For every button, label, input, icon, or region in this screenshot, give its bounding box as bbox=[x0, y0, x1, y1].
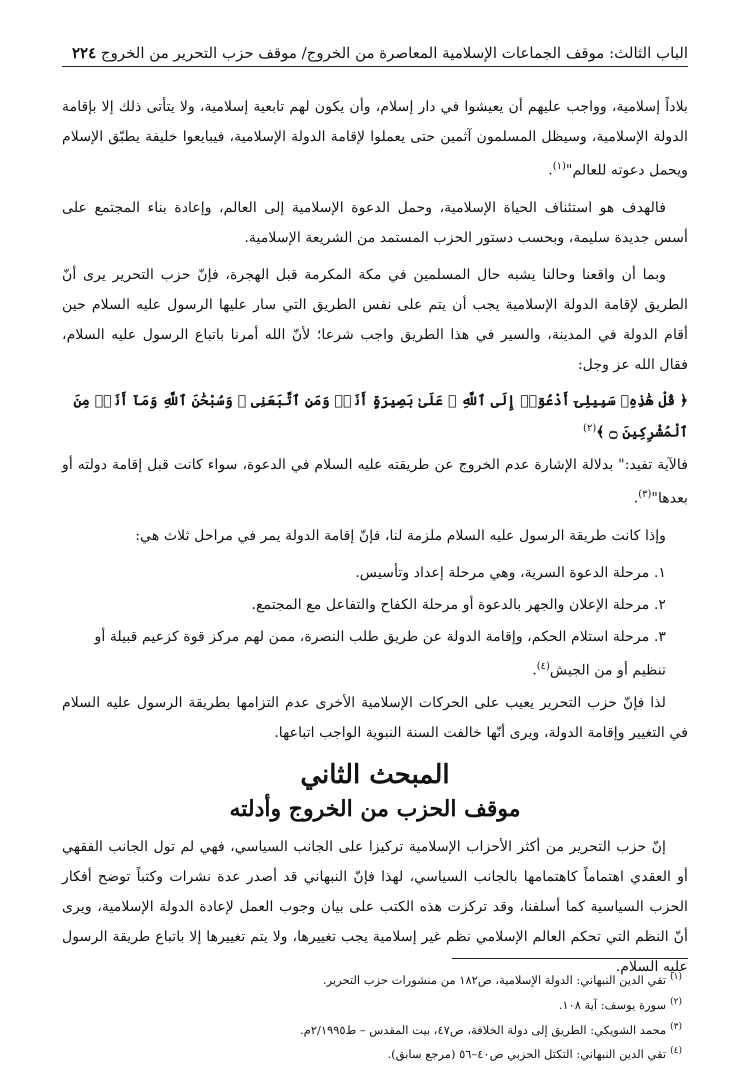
stage-text: ٣. مرحلة استلام الحكم، وإقامة الدولة عن طريق طلب النصرة، ممن لهم مركز قوة كزعيم قبيلة أو تنظيم أو من الجيش bbox=[94, 629, 666, 679]
running-header bbox=[62, 44, 688, 67]
page-number: ٢٢٤ bbox=[72, 44, 97, 62]
paragraph-continuation: بلاداً إسلامية، وواجب عليهم أن يعيشوا في دار إسلام، وأن يكون لهم تابعية إسلامية، ولا يتأتى ذلك إلا بإقامة الدولة الإسلامية، وسيظل المسلمون آثمين حتى يعملوا لإقامة الدولة الإسلامية، فيبايعوا خليفة يطبّق الإسلام ويحمل دعوته للعالم"$^{(١)}$. bbox=[62, 99, 688, 179]
stages-list bbox=[62, 558, 688, 686]
paragraph-method: وبما أن واقعنا وحالنا يشبه حال المسلمين في مكة المكرمة قبل الهجرة، فإنّ حزب التحرير يرى أنّ الطريق لإقامة الدولة الإسلامية يجب أن يتم على نفس الطريق التي سار عليها الرسول عليه السلام حين أقام الدولة في المدينة، والسير في هذا الطريق واجب شرعا؛ لأنّ الله أمرنا باتباع الرسول عليه السلام، فقال الله عز وجل: bbox=[62, 266, 688, 373]
paragraph-position: إنّ حزب التحرير من أكثر الأحزاب الإسلامية تركيزا على الجانب السياسي، فهي لم تول الجانب الفقهي أو العقدي اهتماماً كاهتمامها بالجانب السياسي، لهذا فإنّ النبهاني قد أصدر عدة نشرات وكتباً توضح أفكار الحزب السياسية كما أسلفنا، وقد تركزت هذه الكتب على بيان وجوب العمل لإعادة الدولة الإسلامية، ويرى أنّ النظم التي تحكم العالم الإسلامي نظم غير إسلامية يجب تغييرها، ولا يتم تغييرها إلا باتباع طريقة الرسول عليه السلام. bbox=[62, 838, 688, 975]
footnote-ref-3[interactable]: (٣) bbox=[638, 489, 652, 501]
footnote-text: سورة يوسف: آية ١٠٨. bbox=[558, 997, 667, 1012]
footnote-number: (١) bbox=[670, 972, 682, 982]
paragraph-criticism: لذا فإنّ حزب التحرير يعيب على الحركات الإسلامية الأخرى عدم التزامها بطريقة الرسول عليه السلام في التغيير وإقامة الدولة، ويرى أنّها خالفت السنة النبوية الواجب اتباعها. bbox=[62, 694, 688, 741]
section-subtitle: موقف الحزب من الخروج وأدلته bbox=[229, 795, 521, 822]
footnote-ref-1[interactable]: (١) bbox=[552, 161, 566, 172]
verse-text: ﴿ قُلْ هَٰذِهِۦ سَبِيلِىٓ أَدْعُوٓا۟ إِلَى ٱللَّهِ ۚ عَلَىٰ بَصِيرَةٍ أَنَا۠ وَمَنِ ٱتَّبَعَنِى ۖ وَسُبْحَٰنَ ٱللَّهِ وَمَآ أَنَا۠ مِنَ ٱلْمُشْرِكِينَ ۝ ﴾ bbox=[73, 392, 688, 441]
paragraph-stages-intro: وإذا كانت طريقة الرسول عليه السلام ملزمة لنا، فإنّ إقامة الدولة يمر في مراحل ثلاث هي: bbox=[135, 528, 666, 545]
paragraph-text: بلاداً إسلامية، وواجب عليهم أن يعيشوا في دار إسلام، وأن يكون لهم تابعية إسلامية، ولا يتأتى ذلك إلا بإقامة الدولة الإسلامية، وسيظل المسلمون آثمين حتى يعملوا لإقامة الدولة الإسلامية، فيبايعوا خليفة يطبّق الإسلام ويحمل دعوته للعالم" bbox=[62, 99, 688, 179]
footnote-ref-2[interactable]: (٢) bbox=[583, 422, 597, 434]
paragraph-goal: فالهدف هو استئناف الحياة الإسلامية، وحمل الدعوة الإسلامية إلى العالم، وإعادة بناء المجتمع على أسس جديدة سليمة، وبحسب دستور الحزب المستمد من الشريعة الإسلامية. bbox=[62, 199, 688, 246]
page-body bbox=[62, 92, 688, 989]
stage-item: ٣. مرحلة استلام الحكم، وإقامة الدولة عن طريق طلب النصرة، ممن لهم مركز قوة كزعيم قبيلة أو تنظيم أو من الجيش$^{(٤)}$. bbox=[94, 629, 666, 679]
footnote-number: (٣) bbox=[670, 1021, 682, 1032]
paragraph-verse-meaning: فالآية تفيد:" بدلالة الإشارة عدم الخروج عن طريقته عليه السلام في الدعوة، سواء كانت قبل إقامة دولته أو بعدها"$^{(٣)}$. bbox=[62, 457, 688, 508]
footnote-item bbox=[62, 966, 682, 991]
footnote-text: محمد الشويكي: الطريق إلى دولة الخلافة، ص٤٧، بيت المقدس – ط٢/١٩٩٥م. bbox=[300, 1022, 667, 1037]
footnote-number: (٢) bbox=[670, 996, 682, 1007]
stage-item: ١. مرحلة الدعوة السرية، وهي مرحلة إعداد وتأسيس. bbox=[355, 565, 666, 582]
quran-verse bbox=[62, 387, 688, 447]
footnote-ref-4[interactable]: (٤) bbox=[536, 661, 550, 673]
footnote-item bbox=[62, 1016, 682, 1041]
footnote-item bbox=[62, 1040, 682, 1065]
stage-item: ٢. مرحلة الإعلان والجهر بالدعوة أو مرحلة الكفاح والتفاعل مع المجتمع. bbox=[251, 597, 666, 614]
header-title: الباب الثالث: موقف الجماعات الإسلامية المعاصرة من الخروج/ موقف حزب التحرير من الخروج bbox=[100, 44, 688, 62]
footnote-number: (٤) bbox=[670, 1046, 682, 1057]
footnote-item bbox=[62, 991, 682, 1016]
footnote-divider bbox=[452, 958, 688, 959]
footnotes bbox=[62, 966, 682, 1065]
footnote-text: تقي الدين النبهاني: الدولة الإسلامية، ص١٨٢ من منشورات حزب التحرير. bbox=[322, 972, 667, 987]
paragraph-text: فالآية تفيد:" بدلالة الإشارة عدم الخروج عن طريقته عليه السلام في الدعوة، سواء كانت قبل إقامة دولته أو بعدها" bbox=[62, 457, 688, 508]
footnote-text: تقي الدين النبهاني: التكتل الحزبي ص٤٠–٥٦ (مرجع سابق). bbox=[387, 1047, 667, 1062]
section-title: المبحث الثاني bbox=[300, 759, 450, 790]
